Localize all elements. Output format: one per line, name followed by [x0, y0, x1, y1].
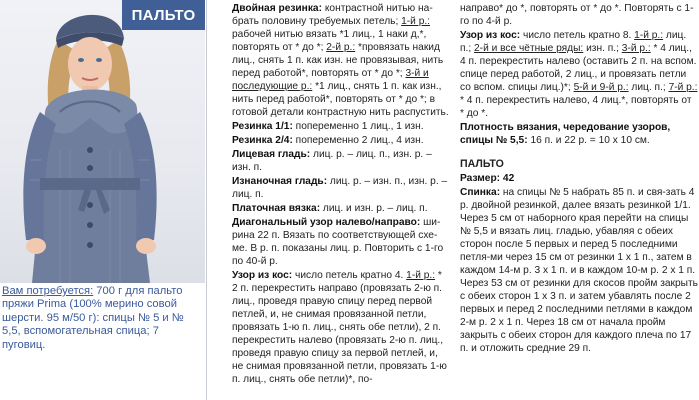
size-line: Размер: 42	[460, 173, 515, 184]
paragraph: Узор из кос: число петель кратно 4. 1-й р.: * 2 п. перекрестить направо (провязать 2-ю п. лиц., проведя правую спицу перед первой петлей, и, не снимая провязанной петли, провязать 1-ю п. лиц., снять обе петли), 2 п. перекрестить налево (провязать 2-ю п. лиц., проведя правую спицу за первой петлей, и, не снимая провязанной петли, провязать 1-ю п. лиц., снять обе петли)*, по-	[232, 270, 447, 385]
paragraph: Изнаночная гладь: лиц. р. – изн. п., изн. р. – лиц. п.	[232, 176, 448, 200]
model-photo	[0, 0, 205, 283]
materials-body: 700 г для пальто пряжи Prima (100% мерино совой шерсти. 95 м/50 г): спицы № 5 и № 5,5, вспомогательная спица; 7 пуговиц.	[2, 285, 184, 351]
coat-illustration	[0, 0, 205, 283]
paragraph: Спинка: на спицы № 5 набрать 85 п. и свя-зать 4 р. двойной резинкой, далее вязать резинкой 1/1. Через 5 см от наборного края перейти на спицы № 5,5 и вязать лиц. гладью, убавляя с обеих сторон после 5 первых и перед 5 последними петля-ми через 15 см от резинки 1 х 1 п., затем в каждом 14-м р. 3 х 1 п. и в каждом 10-м р. 2 х 1 п. Через 53 см от резинки для скосов пройм закрыть с обеих сторон 1 х 3 п. и затем убавлять после 2 первых и перед 2 последними петлями в каждом 2-м р. 2 х 1 п. Через 18 см от начала пройм закрыть с обеих сторон для каждого плеча по 17 п. и отложить средние 29 п.	[460, 187, 698, 354]
instructions-column-2	[460, 2, 698, 356]
section-title: ПАЛЬТО	[460, 158, 504, 170]
paragraph: Резинка 1/1: попеременно 1 лиц., 1 изн.	[232, 121, 424, 132]
paragraph: Лицевая гладь: лиц. р. – лиц. п., изн. р. – изн. п.	[232, 149, 432, 173]
materials-text	[2, 285, 204, 352]
paragraph: Платочная вязка: лиц. и изн. р. – лиц. п.	[232, 203, 428, 214]
paragraph: Узор из кос: число петель кратно 8. 1-й р.: лиц. п.; 2-й и все чётные ряды: изн. п.; 3-й р.: * 4 лиц., 4 п. перекрестить налево (оставить 2 п. на вспом. спице перед работой, 2 лиц., и провязать петли со вспом. спицы лиц.)*; 5-й и 9-й р.: лиц. п.; 7-й р.: * 4 п. перекрестить налево, 4 лиц.*, повторять от * до *.	[460, 30, 698, 119]
instructions-column-1	[232, 2, 450, 387]
page-title: ПАЛЬТО	[122, 0, 205, 30]
paragraph: Диагональный узор налево/направо: ши-рина 22 п. Вязать по соответствующей схе-ме. В р. п. показаны лиц. р. Повторить с 1-го по 40-й р.	[232, 217, 444, 267]
column-divider	[206, 0, 207, 400]
paragraph: Двойная резинка: контрастной нитью на-брать половину требуемых петель; 1-й р.: рабочей нитью вязать *1 лиц., 1 наки д,*, повторять от * до *; 2-й р.: *провязать накид лиц., снять 1 п. как изн. не провязывая, нить перед работой*, повторять от * до *; 3-й и последующие р.: *1 лиц., снять 1 п. как изн., нить перед работой*, повторять от * до *; в готовой детали контрастную нить распустить.	[232, 3, 449, 118]
materials-lead: Вам потребуется:	[2, 285, 94, 297]
paragraph: Плотность вязания, чередование узоров, спицы № 5,5: 16 п. и 22 р. = 10 х 10 см.	[460, 122, 671, 146]
paragraph: направо* до *, повторять от * до *. Повторять с 1-го по 4-й р.	[460, 3, 694, 27]
paragraph: Резинка 2/4: попеременно 2 лиц., 4 изн.	[232, 135, 424, 146]
